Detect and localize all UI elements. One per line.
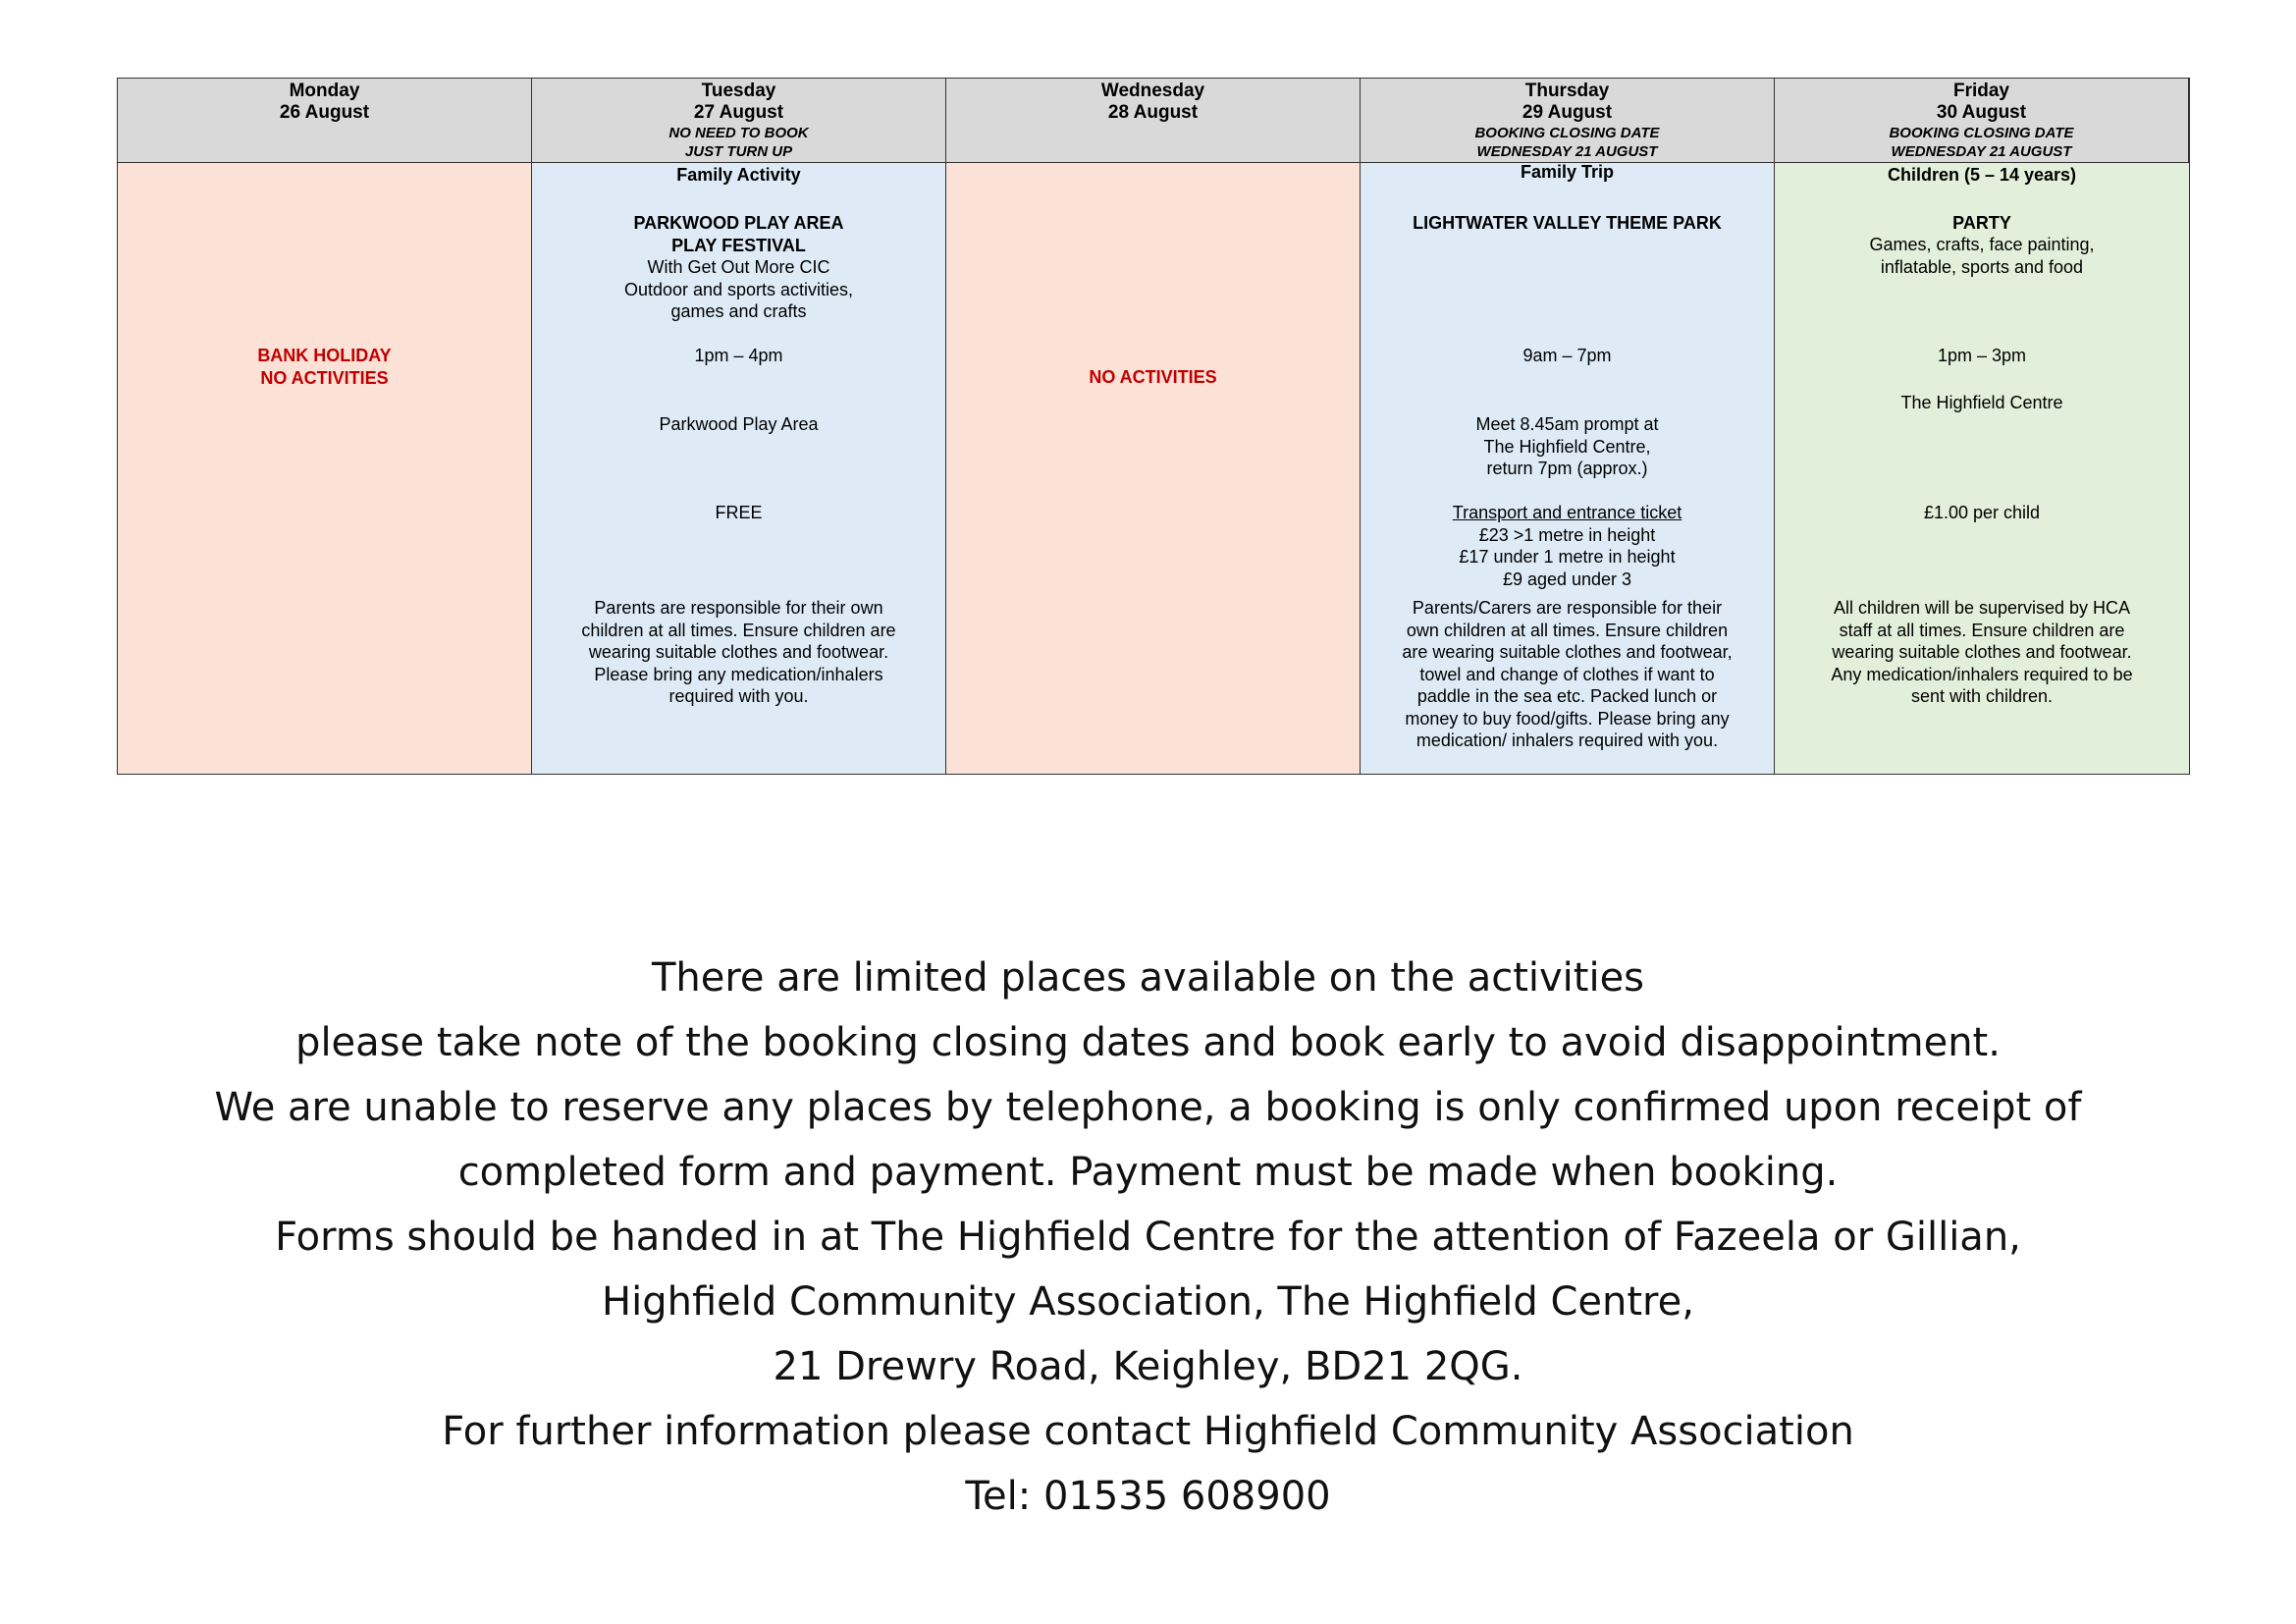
notice-line: There are limited places available on the activities	[651, 955, 1645, 1001]
booking-note: JUST TURN UP	[684, 143, 793, 160]
activity-title: PARKWOOD PLAY AREA PLAY FESTIVAL	[633, 213, 844, 255]
price-heading: Transport and entrance ticket	[1452, 503, 1682, 522]
notice-address: 21 Drewry Road, Keighley, BD21 2QG.	[773, 1344, 1523, 1389]
booking-closing-note: BOOKING CLOSING DATE	[1474, 125, 1660, 141]
activity-description: With Get Out More CIC Outdoor and sports activities, games and crafts	[623, 257, 854, 321]
price-list: Transport and entrance ticket £23 >1 metre in height £17 under 1 metre in height £9 aged under 3	[1361, 502, 1774, 590]
meeting-info: Meet 8.45am prompt at The Highfield Centre, return 7pm (approx.)	[1475, 414, 1659, 478]
day-date: 29 August	[1522, 102, 1613, 123]
day-name: Thursday	[1524, 81, 1610, 101]
booking-closing-date: WEDNESDAY 21 AUGUST	[1476, 143, 1658, 160]
activity-price: £1.00 per child	[1923, 503, 2041, 522]
day-date: 27 August	[693, 102, 784, 123]
day-date: 26 August	[279, 102, 370, 123]
activity-price: FREE	[715, 503, 763, 522]
notice-line: We are unable to reserve any places by telephone, a booking is only confirmed upon receipt of	[214, 1085, 2082, 1130]
cell-monday	[118, 163, 532, 774]
activity-title: LIGHTWATER VALLEY THEME PARK	[1413, 213, 1722, 233]
cell-tuesday	[532, 163, 946, 774]
cell-thursday	[1361, 163, 1775, 774]
activity-category: Children (5 – 14 years)	[1887, 165, 2077, 185]
activity-time: 9am – 7pm	[1522, 346, 1612, 365]
header-friday	[1775, 79, 2189, 163]
cell-wednesday	[946, 163, 1361, 774]
activity-category: Family Activity	[676, 165, 801, 185]
booking-notice	[0, 946, 2296, 1529]
day-date: 28 August	[1107, 102, 1199, 123]
header-wednesday	[946, 79, 1361, 163]
cell-friday	[1775, 163, 2189, 774]
notice-contact: For further information please contact Highfield Community Association	[442, 1409, 1854, 1454]
notice-line: please take note of the booking closing dates and book early to avoid disappointment.	[295, 1020, 2001, 1065]
booking-closing-note: BOOKING CLOSING DATE	[1889, 125, 2074, 141]
header-tuesday	[532, 79, 946, 163]
day-name: Monday	[289, 81, 360, 101]
booking-note: NO NEED TO BOOK	[668, 125, 809, 141]
notice-line: completed form and payment. Payment must be made when booking.	[457, 1150, 1839, 1195]
day-name: Tuesday	[701, 81, 776, 101]
activity-title: PARTY	[1952, 213, 2011, 233]
activity-description: Games, crafts, face painting, inflatable, sports and food	[1869, 235, 2095, 277]
activity-location: Parkwood Play Area	[659, 414, 819, 434]
day-date: 30 August	[1936, 102, 2027, 123]
header-thursday	[1361, 79, 1775, 163]
activity-schedule-table	[117, 78, 2190, 775]
activity-time: 1pm – 3pm	[1937, 346, 2027, 365]
activity-info: Parents/Carers are responsible for their own children at all times. Ensure children are wearing suitable clothes and footwear, towel and change of clothes if want to paddle in the sea etc. Packed lunch or money to buy food/gifts. Please bring any medication/ inhalers required with you.	[1402, 598, 1733, 750]
activity-time: 1pm – 4pm	[694, 346, 783, 365]
activity-location: The Highfield Centre	[1900, 393, 2063, 412]
header-monday	[118, 79, 532, 163]
activity-info: All children will be supervised by HCA staff at all times. Ensure children are wearing suitable clothes and footwear. Any medication/inhalers required to be sent with children.	[1831, 598, 2133, 706]
day-name: Wednesday	[1100, 81, 1205, 101]
notice-telephone: Tel: 01535 608900	[965, 1474, 1331, 1519]
activity-category: Family Trip	[1520, 162, 1615, 182]
day-name: Friday	[1952, 81, 2010, 101]
notice-address: Highfield Community Association, The Highfield Centre,	[602, 1279, 1694, 1325]
bank-holiday-status: BANK HOLIDAY NO ACTIVITIES	[257, 346, 392, 388]
activity-info: Parents are responsible for their own children at all times. Ensure children are wearing suitable clothes and footwear. Please bring any medication/inhalers required with you.	[581, 598, 896, 706]
notice-line: Forms should be handed in at The Highfield Centre for the attention of Fazeela or Gillian,	[275, 1215, 2021, 1260]
booking-closing-date: WEDNESDAY 21 AUGUST	[1891, 143, 2072, 160]
no-activities-status: NO ACTIVITIES	[1089, 367, 1217, 387]
